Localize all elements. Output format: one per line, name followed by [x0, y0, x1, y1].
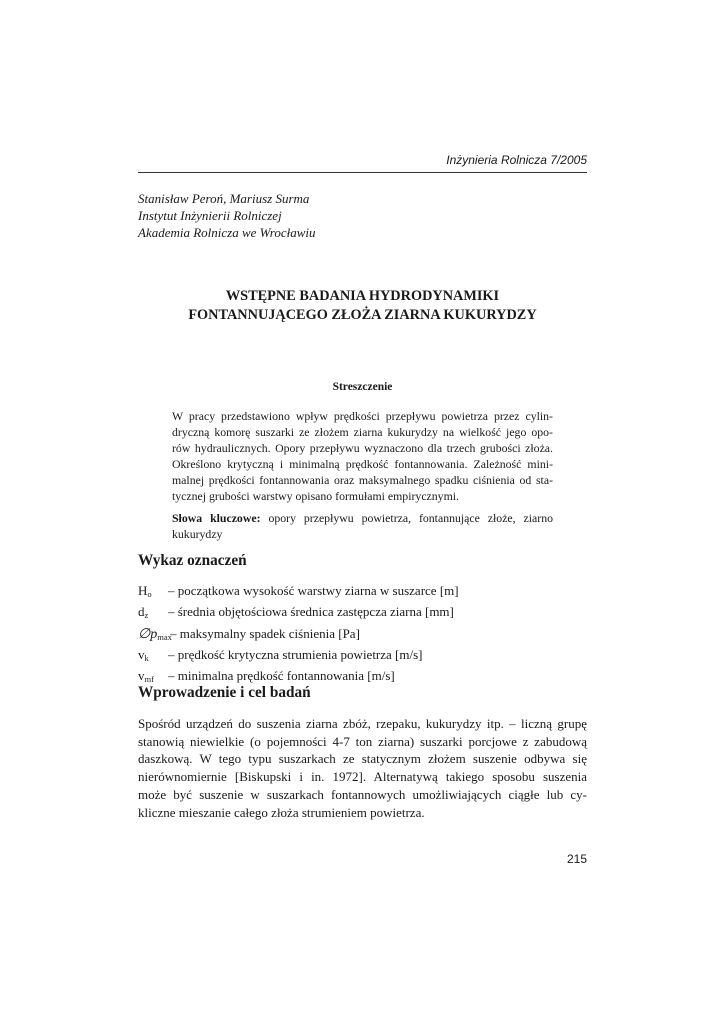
notation-description: – minimalna prędkość fontannowania [m/s] [168, 668, 395, 684]
notation-heading: Wykaz oznaczeń [138, 552, 247, 569]
notation-description: – maksymalny spadek ciśnienia [Pa] [170, 625, 360, 641]
title-line-2: FONTANNUJĄCEGO ZŁOŻA ZIARNA KUKURYDZY [188, 307, 537, 323]
author-academy: Akademia Rolnicza we Wrocławiu [138, 225, 316, 240]
author-institute: Instytut Inżynierii Rolniczej [138, 208, 282, 223]
notation-symbol: $v_{mf}$ [138, 668, 154, 685]
notation-item [138, 625, 587, 646]
page-number: 215 [566, 852, 587, 866]
introduction-body [138, 715, 587, 821]
body-line: kliczne mieszanie całego złoża strumieniem powietrza. [138, 804, 425, 820]
keywords [172, 510, 553, 542]
keywords-label: Słowa kluczowe: [172, 511, 261, 525]
body-line: może być suszenie w suszarkach fontannowych umożliwiających ciągłe lub cy- [138, 786, 587, 802]
keywords-text: opory przepływu powietrza, fontannujące złoże, ziarno [268, 511, 554, 525]
notation-item [138, 582, 587, 603]
introduction-heading: Wprowadzenie i cel badań [138, 684, 311, 701]
body-line: Spośród urządzeń do suszenia ziarna zbóż, rzepaku, kukurydzy itp. – liczną grupę [138, 716, 587, 731]
body-line: stanowią niewielkie (o pojemności 4-7 ton ziarna) suszarki porcjowe z zabudową [138, 733, 587, 749]
abstract-line: Określono krytyczną i minimalną prędkość fontannowania. Zależność mini- [172, 457, 553, 472]
notation-list [138, 582, 587, 688]
paper-title [138, 287, 587, 325]
notation-description: – początkowa wysokość warstwy ziarna w suszarce [m] [168, 583, 459, 598]
keywords-line-2: kukurydzy [172, 527, 223, 542]
abstract-heading: Streszczenie [332, 381, 393, 393]
header-rule [138, 172, 587, 173]
notation-symbol: $v_k$ [138, 646, 149, 663]
notation-symbol: $\emptyset p_{max}$ [138, 626, 172, 642]
journal-header: Inżynieria Rolnicza 7/2005 [446, 153, 587, 167]
author-names: Stanisław Peroń, Mariusz Surma [138, 191, 310, 206]
notation-item [138, 603, 587, 624]
abstract-line: tycznej grubości warstwy opisano formułami empirycznymi. [172, 489, 459, 504]
notation-item [138, 646, 587, 667]
keywords-line-1 [172, 510, 553, 526]
abstract-line: dryczną komorę suszarki ze złożem ziarna kukurydzy na wielkość jego opo- [172, 425, 553, 440]
notation-symbol: $d_z$ [138, 604, 149, 621]
notation-symbol: $H_o$ [138, 583, 152, 599]
abstract-line: W pracy przedstawiono wpływ prędkości przepływu powietrza przez cylin- [172, 409, 553, 423]
body-line: nierównomiernie [Biskupski i in. 1972]. Alternatywą takiego sposobu suszenia [138, 769, 587, 785]
notation-description: – prędkość krytyczna strumienia powietrza [m/s] [168, 646, 423, 662]
notation-description: – średnia objętościowa średnica zastępcza ziarna [mm] [168, 604, 454, 620]
abstract-line: rów hydraulicznych. Opory przepływu wyznaczono dla trzech grubości złoża. [172, 441, 553, 456]
author-block [138, 190, 587, 241]
body-line: daszkową. W tego typu suszarkach ze statycznym złożem suszenie odbywa się [138, 751, 587, 767]
abstract-body [172, 408, 553, 505]
title-line-1: WSTĘPNE BADANIA HYDRODYNAMIKI [225, 288, 500, 304]
abstract-line: malnej prędkości fontannowania oraz maksymalnego spadku ciśnienia od sta- [172, 473, 553, 488]
